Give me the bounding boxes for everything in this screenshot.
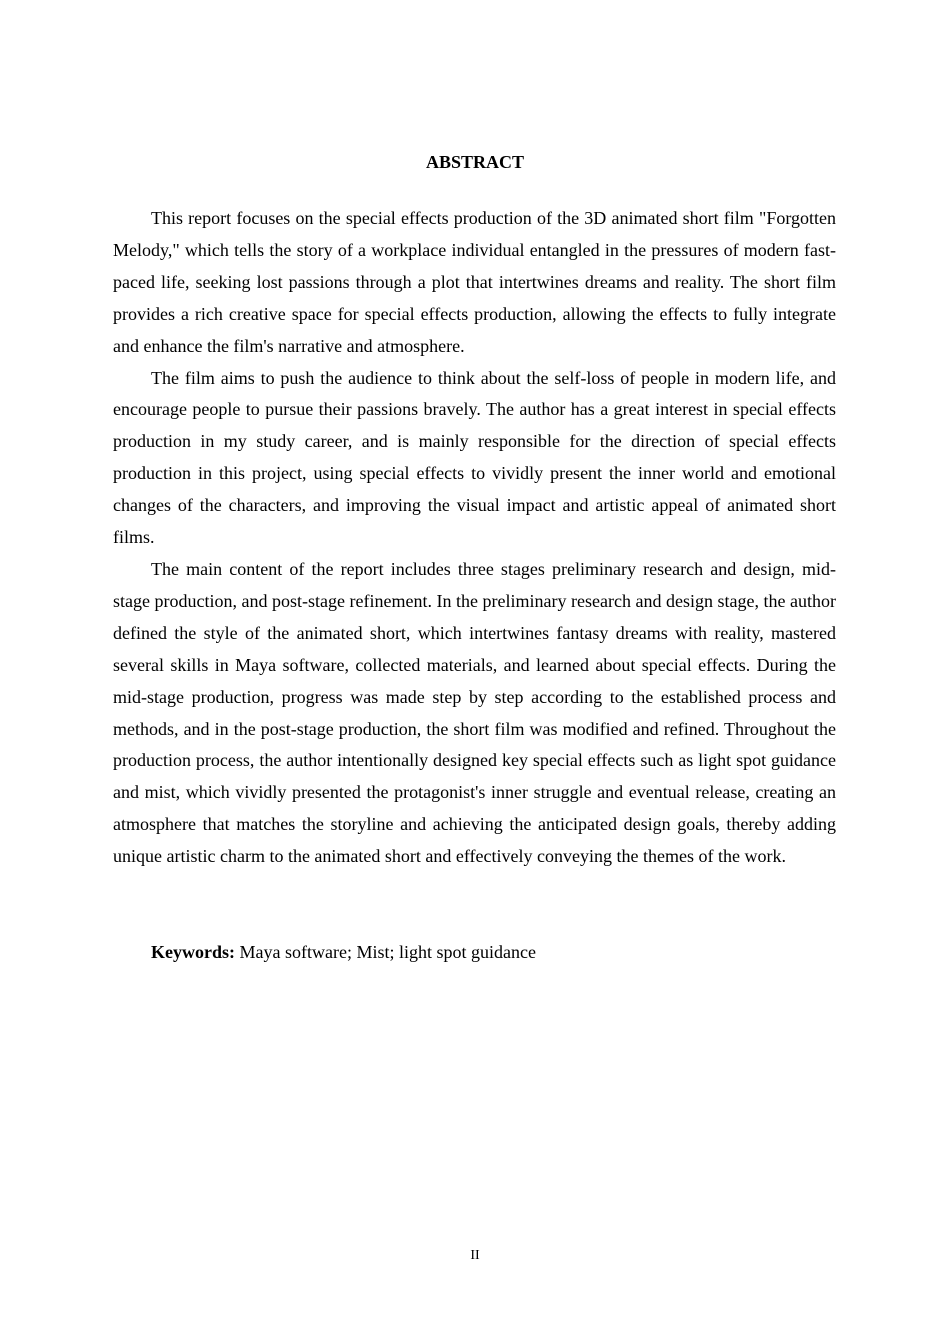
abstract-paragraph-1: This report focuses on the special effects production of the 3D animated short film "Forgotten Melody," which tells the story of a workplace individual entangled in the pressures of modern fast-paced life, seeking lost passions through a plot that intertwines dreams and reality. The short film provides a rich creative space for special effects production, allowing the effects to fully integrate and enhance the film's narrative and atmosphere. xyxy=(113,208,836,356)
abstract-paragraph-3: The main content of the report includes three stages preliminary research and design, mid-stage production, and post-stage refinement. In the preliminary research and design stage, the author defined the style of the animated short, which intertwines fantasy dreams with reality, mastered several skills in Maya software, collected materials, and learned about special effects. During the mid-stage production, progress was made step by step according to the established process and methods, and in the post-stage production, the short film was modified and refined. Throughout the production process, the author intentionally designed key special effects such as light spot guidance and mist, which vividly presented the protagonist's inner struggle and eventual release, creating an atmosphere that matches the storyline and achieving the anticipated design goals, thereby adding unique artistic charm to the animated short and effectively conveying the themes of the work. xyxy=(113,558,836,867)
keywords-line xyxy=(151,937,841,969)
abstract-paragraph-2: The film aims to push the audience to think about the self-loss of people in modern life, and encourage people to pursue their passions bravely. The author has a great interest in special effects production in my study career, and is mainly responsible for the direction of special effects production in this project, using special effects to vividly present the inner world and emotional changes of the characters, and improving the visual impact and artistic appeal of animated short films. xyxy=(113,367,836,548)
keywords-label: Keywords: xyxy=(151,942,235,962)
keywords-value: Maya software; Mist; light spot guidance xyxy=(239,942,536,962)
page-number: II xyxy=(470,1248,480,1263)
abstract-body xyxy=(113,203,836,873)
abstract-title: ABSTRACT xyxy=(425,152,525,172)
